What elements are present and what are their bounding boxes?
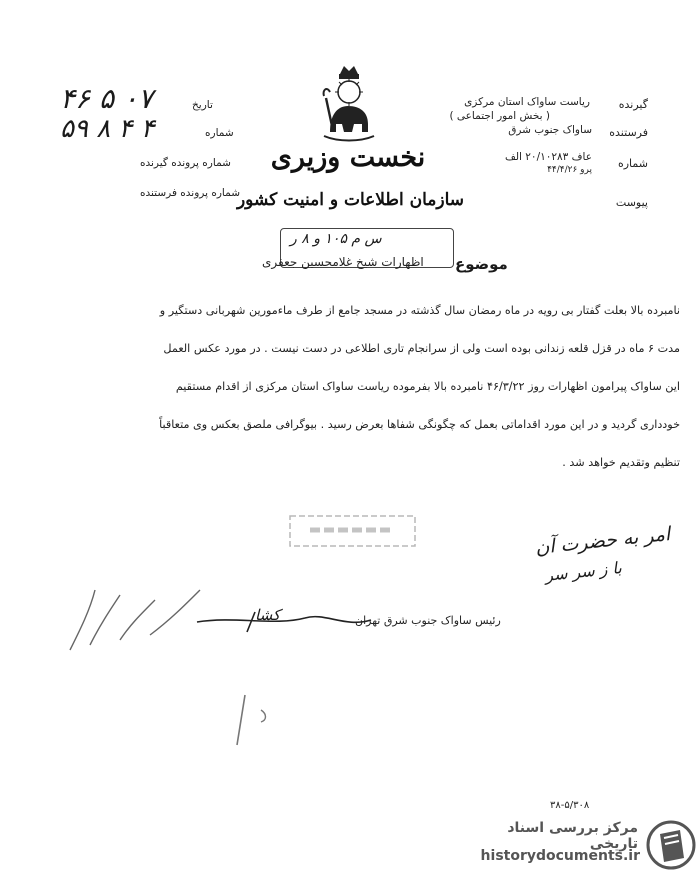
attachment-label: پیوست — [615, 196, 648, 209]
subject-label: موضوع — [455, 255, 508, 273]
organization-name: سازمان اطلاعات و امنیت کشور — [236, 190, 465, 210]
serial-number-label: شماره — [205, 127, 234, 139]
body-line: نامبرده بالا بعلت گفتار بی رویه در ماه رمضان سال گذشته در مسجد جامع از طرف ماءمورین شهربانی دستگیر و — [159, 304, 680, 317]
number-value: عاف ۲۰/۱۰۲۸۳ الف — [504, 151, 592, 163]
recipient-value: ریاست ساواک استان مرکزی — [464, 96, 590, 108]
reference-code: ۳۸-۵/۳۰۸ — [550, 800, 590, 811]
sender-file-number-label: شماره پرونده فرستنده — [140, 187, 240, 199]
archive-logo-icon — [646, 818, 696, 872]
ministry-name: نخست وزیری — [270, 142, 426, 173]
recipient-subunit: ( بخش امور اجتماعی ) — [449, 110, 550, 122]
chief-title: رئیس ساواک جنوب شرق تهران — [355, 614, 501, 627]
letter-body — [60, 292, 680, 482]
watermark-title: مرکز بررسی اسناد تاریخی — [507, 820, 638, 852]
date-handwritten-value: ۴۶ ۵ ۰۷ — [60, 82, 153, 115]
faded-stamp-icon — [270, 512, 430, 552]
lion-and-sun-emblem-icon — [318, 62, 380, 146]
serial-number-handwritten-value: ۵۹ ۸ ۴ ۴ — [60, 114, 155, 144]
recipient-label: گیرنده — [618, 98, 648, 111]
watermark-url: historydocuments.ir — [480, 848, 640, 864]
body-line: تنظیم وتقدیم خواهد شد . — [562, 456, 680, 469]
handwritten-signature-note-line2: با ز سر سر — [544, 558, 623, 585]
body-line: خودداری گردید و در این مورد اقداماتی بعمل که چگونگی شفاها بعرض رسید . بیوگرافی ملصق بعکس وی متعاقباً — [159, 418, 680, 431]
body-line: مدت ۶ ماه در قزل قلعه زندانی بوده است ولی از سرانجام تاری اطلاعی در دست نیست . در مورد عکس العمل — [163, 342, 680, 355]
number-label: شماره — [617, 157, 648, 170]
subject-value: اظهارات شیخ غلامحسین جعفری — [262, 255, 424, 269]
sender-label: فرستنده — [609, 126, 648, 139]
number-date-value: پرو ۴۴/۴/۲۶ — [547, 165, 592, 175]
body-line: این ساواک پیرامون اظهارات روز ۴۶/۳/۲۲ نامبرده بالا بفرموده ریاست ساواک استان مرکزی از اقدام مستقیم — [175, 380, 680, 393]
watermark — [478, 812, 700, 878]
chief-signature-scribble-icon — [195, 606, 375, 636]
faint-scribble-icon — [225, 690, 285, 750]
subject-handwritten-note: س م ۱۰۵ و ۸ ر — [290, 231, 382, 247]
date-label: تاریخ — [192, 99, 213, 111]
chief-handwritten-signature: کشا — [255, 606, 281, 624]
handwritten-signature-note-line1: امر به حضرت آن — [534, 522, 672, 560]
recipient-file-number-label: شماره پرونده گیرنده — [140, 157, 231, 169]
sender-value: ساواک جنوب شرق — [508, 124, 592, 136]
margin-handwriting-scribble-icon — [60, 570, 210, 655]
